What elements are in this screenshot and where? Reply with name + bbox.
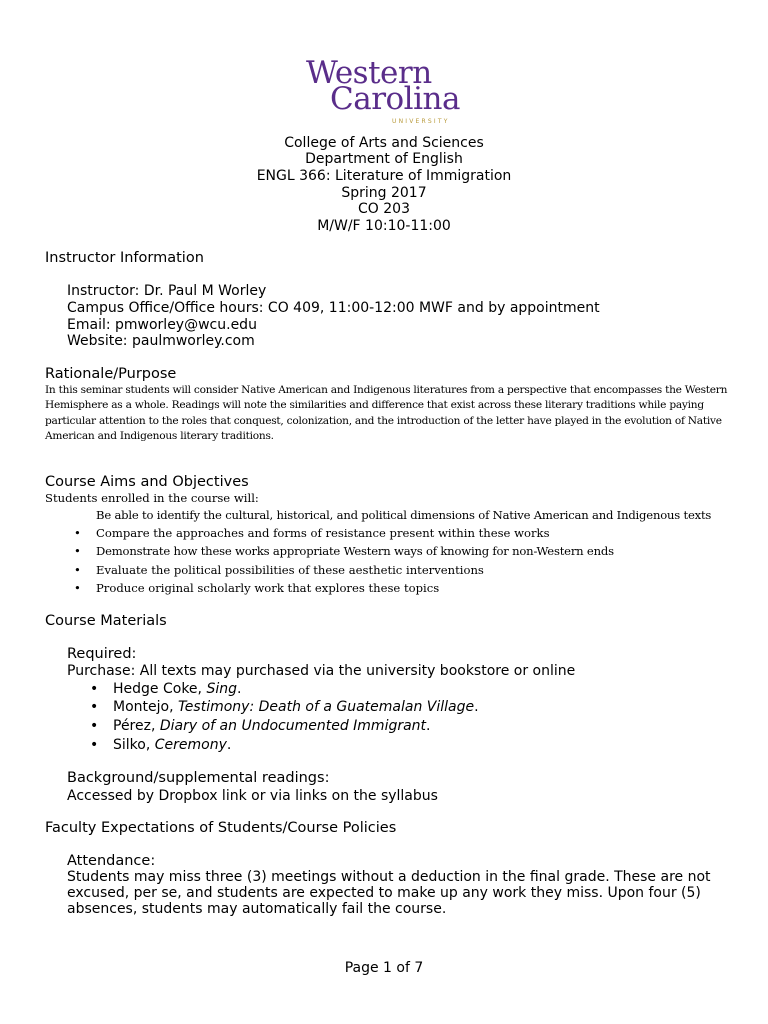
aims-heading: Course Aims and Objectives: [45, 474, 249, 490]
room: CO 203: [358, 201, 410, 217]
bullet-icon: •: [90, 737, 99, 753]
attendance-text: Students may miss three (3) meetings without a deduction in the final grade. These are not excused, per se, and students are expected to make up any work they miss. Upon four (5) absences, students may automatically fail the course.: [67, 869, 711, 917]
aims-first-objective: Be able to identify the cultural, historical, and political dimensions of Native American and Indigenous texts: [96, 508, 712, 522]
instructor-email: Email: pmworley@wcu.edu: [67, 317, 257, 333]
bullet-icon: •: [74, 544, 81, 558]
book-end: .: [426, 718, 431, 734]
rationale-heading: Rationale/Purpose: [45, 366, 177, 382]
background-text: Accessed by Dropbox link or via links on the syllabus: [67, 788, 438, 804]
bullet-icon: •: [74, 563, 81, 577]
page-number: Page 1 of 7: [344, 960, 424, 976]
course-title: ENGL 366: Literature of Immigration: [256, 168, 512, 184]
policies-heading: Faculty Expectations of Students/Course Policies: [45, 820, 397, 836]
materials-heading: Course Materials: [45, 613, 167, 629]
book-title: Diary of an Undocumented Immigrant: [159, 718, 427, 734]
bullet-icon: •: [90, 718, 99, 734]
bullet-icon: •: [90, 699, 99, 715]
background-label: Background/supplemental readings:: [67, 770, 330, 786]
college-name: College of Arts and Sciences: [284, 135, 484, 151]
bullet-icon: •: [90, 681, 99, 697]
objective-text: Produce original scholarly work that explores these topics: [96, 581, 440, 595]
instructor-name: Instructor: Dr. Paul M Worley: [67, 283, 267, 299]
book-author: Silko,: [113, 737, 155, 753]
book-end: .: [474, 699, 479, 715]
logo-word-university: UNIVERSITY: [392, 118, 450, 125]
rationale-text: In this seminar students will consider Native American and Indigenous literatures from a perspective that encompasses the Western Hemisphere as a whole. Readings will note the similarities and difference that exist across these literary traditions while paying particular attention to the roles that conquest, colonization, and the introduction of the letter have played in the evolution of Native American and Indigenous literary traditions.: [45, 384, 728, 443]
purchase-note: Purchase: All texts may purchased via the university bookstore or online: [67, 663, 576, 679]
book-author: Hedge Coke,: [113, 681, 207, 697]
book-title: Ceremony: [154, 737, 227, 753]
logo-word-carolina: Carolina: [330, 81, 460, 117]
aims-intro: Students enrolled in the course will:: [45, 491, 259, 505]
instructor-heading: Instructor Information: [45, 250, 204, 266]
book-end: .: [237, 681, 242, 697]
bullet-icon: •: [74, 526, 81, 540]
term: Spring 2017: [341, 185, 427, 201]
book-title: Testimony: Death of a Guatemalan Village: [177, 699, 475, 715]
office-hours: Campus Office/Office hours: CO 409, 11:00-12:00 MWF and by appointment: [67, 300, 600, 316]
schedule: M/W/F 10:10-11:00: [317, 218, 451, 234]
department-name: Department of English: [305, 151, 463, 167]
attendance-label: Attendance:: [67, 853, 156, 869]
book-end: .: [226, 737, 232, 753]
bullet-icon: •: [74, 581, 81, 595]
university-logo: [300, 56, 470, 130]
objective-text: Demonstrate how these works appropriate Western ways of knowing for non-Western ends: [96, 544, 614, 558]
objective-text: Compare the approaches and forms of resistance present within these works: [96, 526, 550, 540]
book-author: Pérez,: [113, 718, 160, 734]
logo-word-western: Western: [306, 55, 432, 91]
required-label: Required:: [67, 646, 137, 662]
instructor-website: Website: paulmworley.com: [67, 333, 255, 349]
book-author: Montejo,: [113, 699, 178, 715]
book-title: Sing: [206, 681, 237, 697]
objective-text: Evaluate the political possibilities of these aesthetic interventions: [96, 563, 484, 577]
